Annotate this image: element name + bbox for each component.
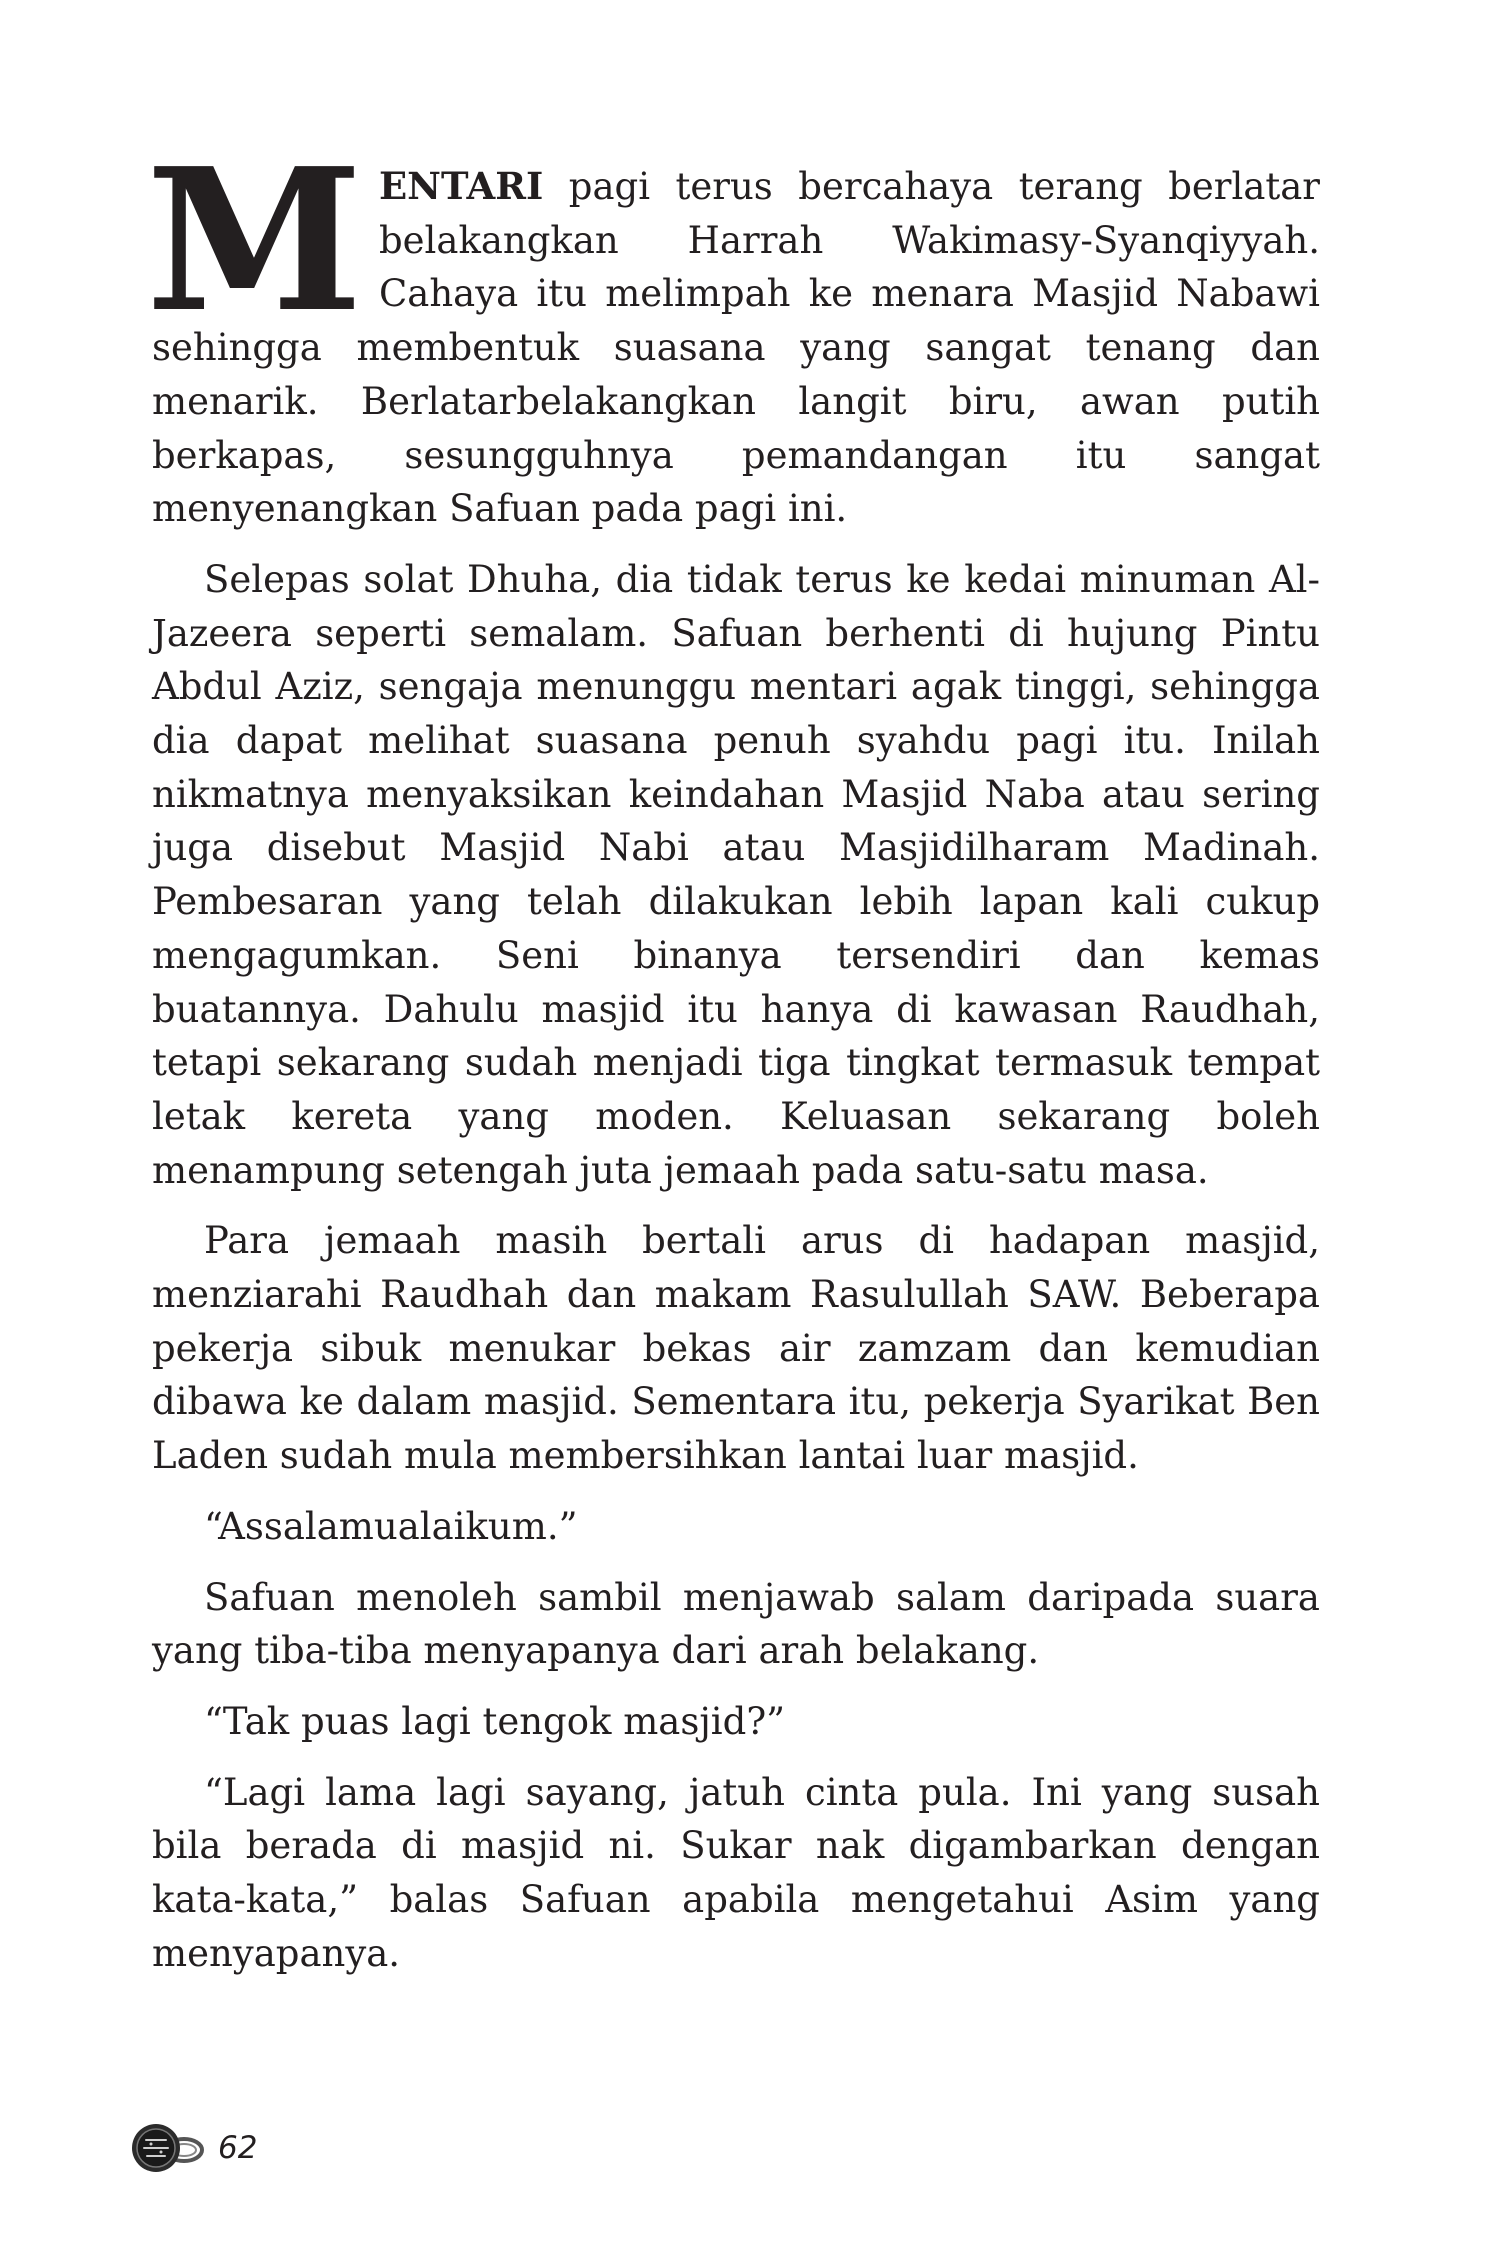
page-footer bbox=[126, 2118, 257, 2178]
paragraph-4: “Assalamualaikum.” bbox=[204, 1504, 578, 1548]
paragraph-5: Safuan menoleh sambil menjawab salam daripada suara yang tiba-tiba menyapanya dari arah belakang. bbox=[152, 1575, 1320, 1673]
ring-seal-icon bbox=[126, 2118, 206, 2178]
paragraph-1-text: pagi terus bercahaya terang berlatar belakangkan Harrah Wakimasy-Syanqiyyah. Cahaya itu melimpah ke menara Masjid Nabawi sehingga membentuk suasana yang sangat tenang dan menarik. Berlatarbelakangkan langit biru, awan putih berkapas, sesungguhnya pemandangan itu sangat menyenangkan Safuan pada pagi ini. bbox=[152, 165, 1320, 531]
page-number: 62 bbox=[218, 2130, 258, 2166]
body-text bbox=[146, 126, 1320, 1998]
lead-word: ENTARI bbox=[378, 164, 544, 208]
paragraph-6: “Tak puas lagi tengok masjid?” bbox=[204, 1699, 786, 1743]
drop-cap: M bbox=[146, 126, 363, 356]
paragraph-1 bbox=[146, 126, 1320, 536]
paragraph-7: “Lagi lama lagi sayang, jatuh cinta pula. Ini yang susah bila berada di masjid ni. Sukar nak digambarkan dengan kata-kata,” balas Safuan apabila mengetahui Asim yang menyapanya. bbox=[152, 1770, 1320, 1975]
paragraph-2: Selepas solat Dhuha, dia tidak terus ke kedai minuman Al-Jazeera seperti semalam. Safuan berhenti di hujung Pintu Abdul Aziz, sengaja menunggu mentari agak tinggi, sehingga dia dapat melihat suasana penuh syahdu pagi itu. Inilah nikmatnya menyaksikan keindahan Masjid Naba atau sering juga disebut Masjid Nabi atau Masjidilharam Madinah. Pembesaran yang telah dilakukan lebih lapan kali cukup mengagumkan. Seni binanya tersendiri dan kemas buatannya. Dahulu masjid itu hanya di kawasan Raudhah, tetapi sekarang sudah menjadi tiga tingkat termasuk tempat letak kereta yang moden. Keluasan sekarang boleh menampung setengah juta jemaah pada satu-satu masa. bbox=[152, 557, 1320, 1192]
paragraph-3: Para jemaah masih bertali arus di hadapan masjid, menziarahi Raudhah dan makam Rasulullah SAW. Beberapa pekerja sibuk menukar bekas air zamzam dan kemudian dibawa ke dalam masjid. Sementara itu, pekerja Syarikat Ben Laden sudah mula membersihkan lantai luar masjid. bbox=[152, 1219, 1320, 1478]
